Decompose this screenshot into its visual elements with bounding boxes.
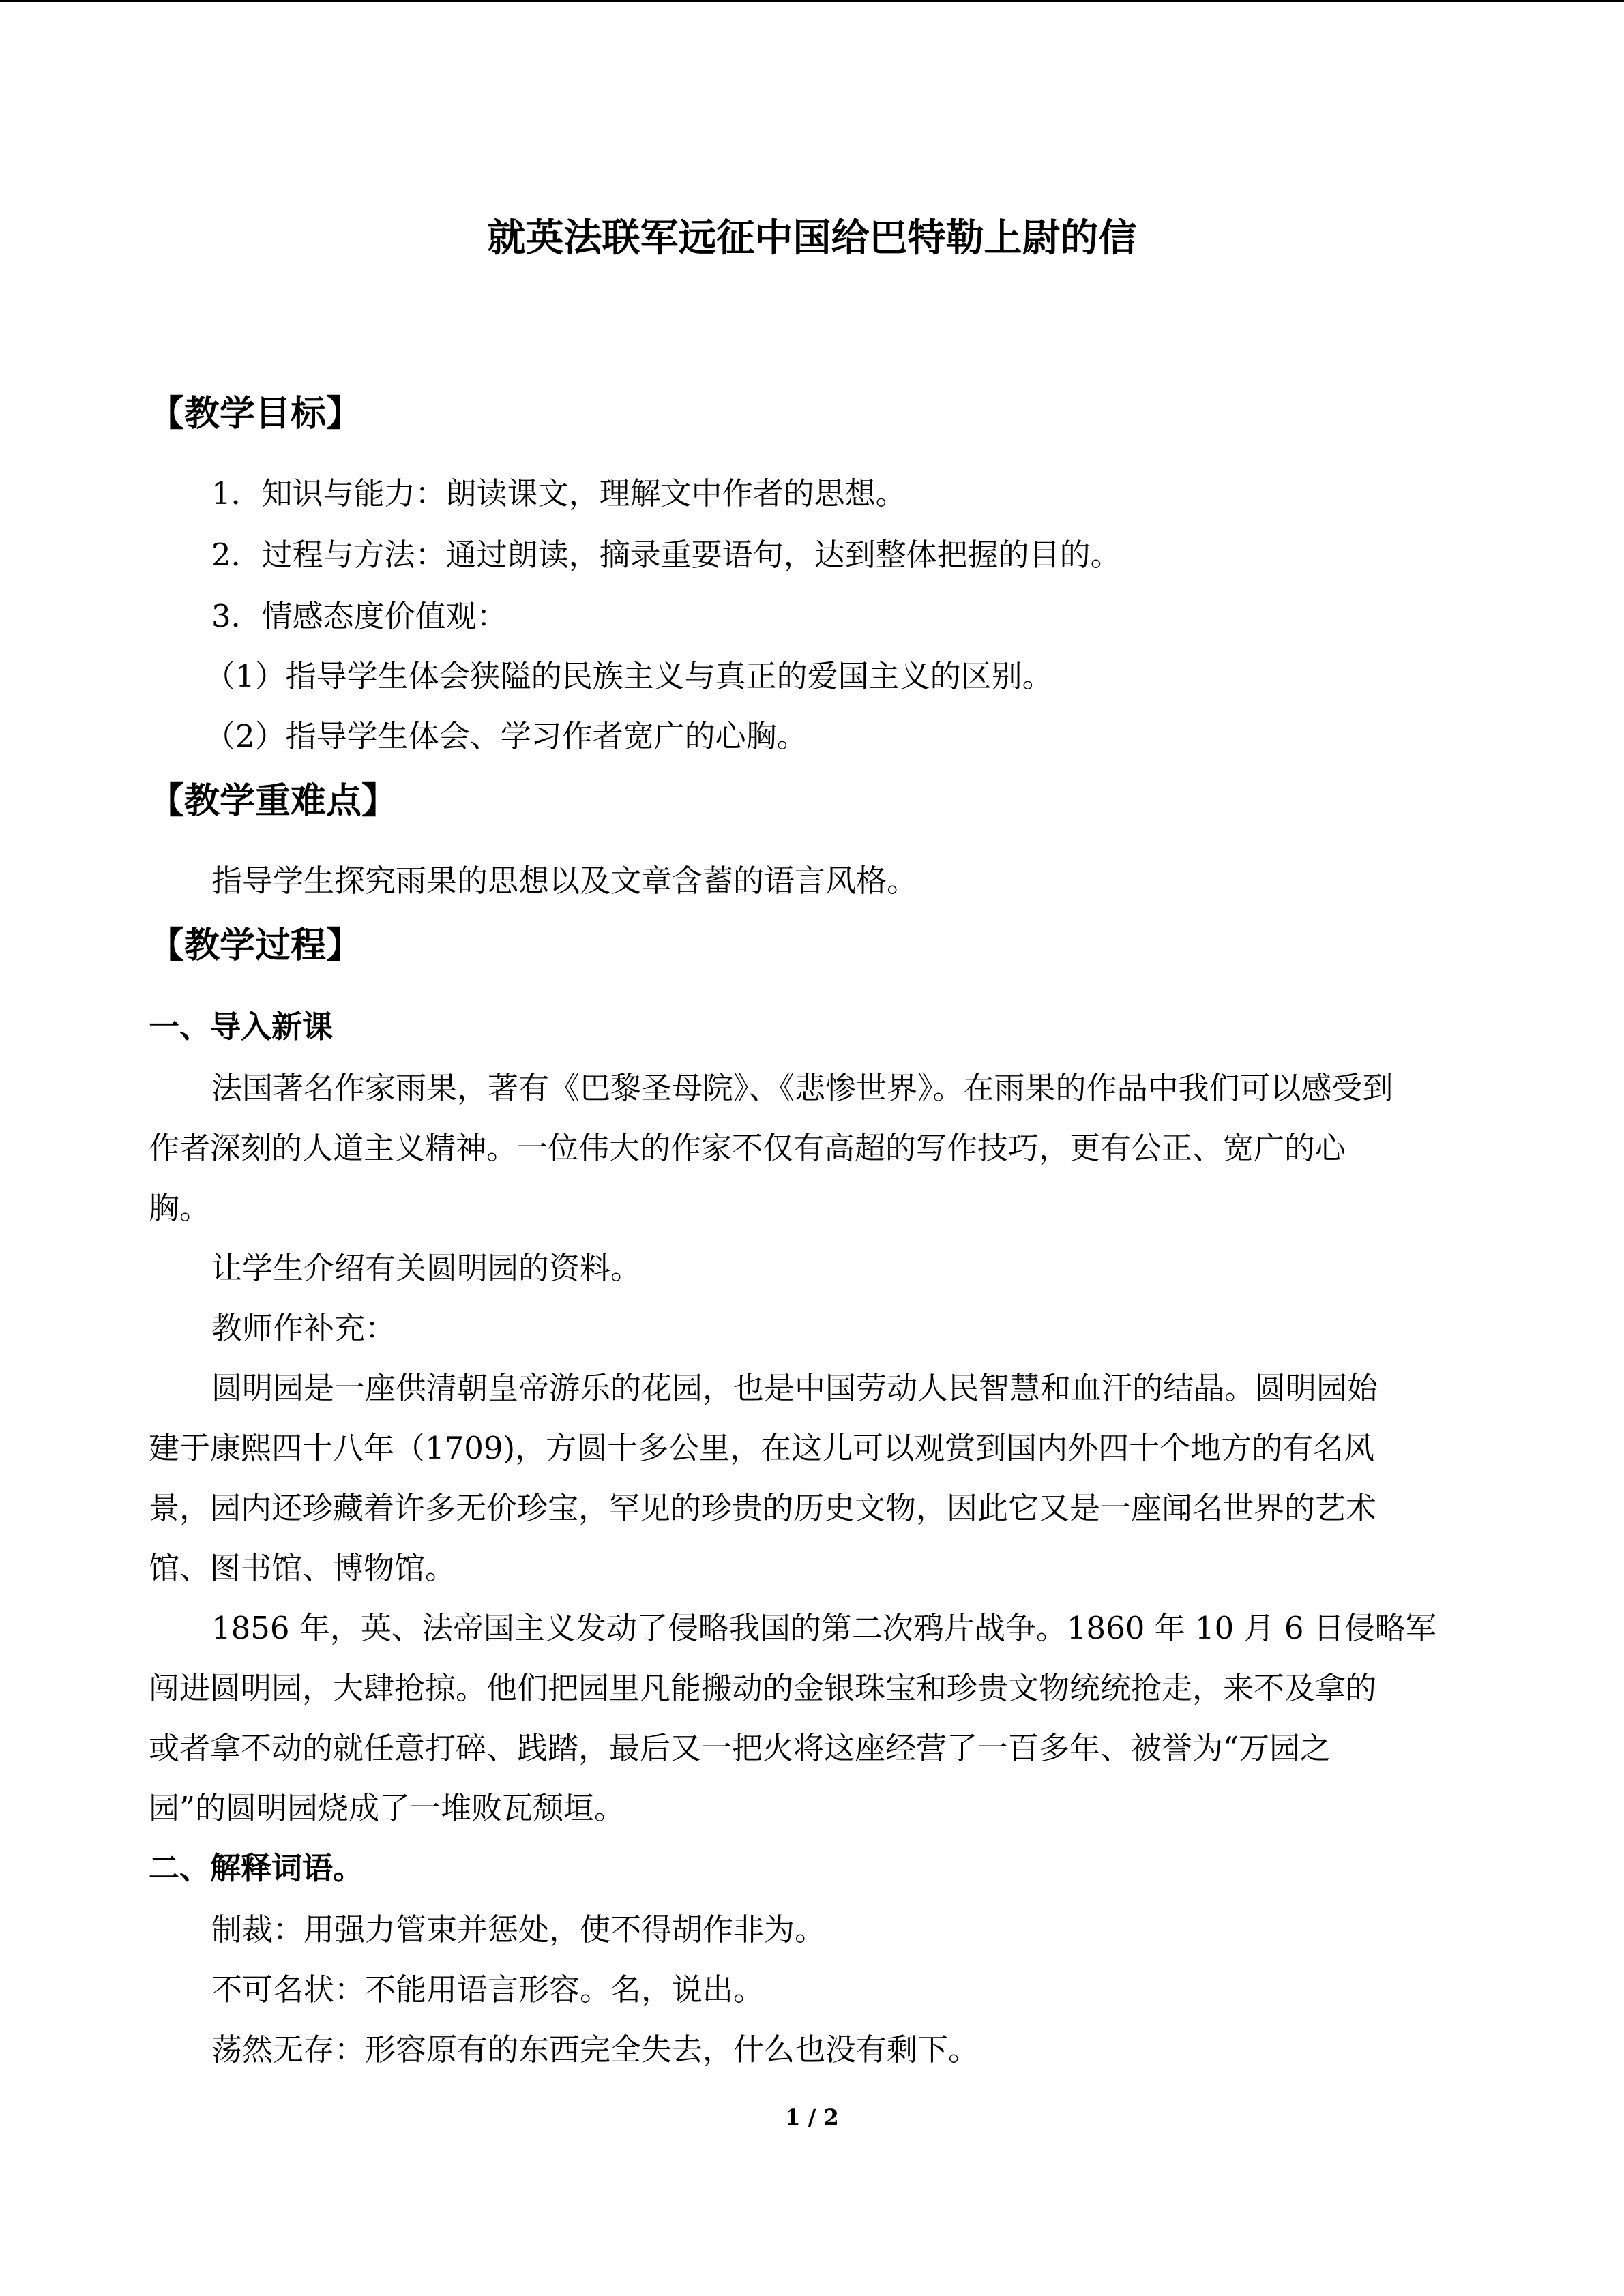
top-border-line: [0, 0, 1624, 2]
intro-p1-line-1: 法国著名作家雨果，著有《巴黎圣母院》、《悲惨世界》。在雨果的作品中我们可以感受到: [211, 1070, 1393, 1106]
intro-p5-line-2: 闯进圆明园，大肆抢掠。他们把园里凡能搬动的金银珠宝和珍贵文物统统抢走，来不及拿的: [149, 1670, 1377, 1706]
subheading-intro: 一、导入新课: [149, 1009, 334, 1045]
objective-item-1: 1．知识与能力：朗读课文，理解文中作者的思想。: [211, 475, 906, 511]
objective-item-3-1: （1）指导学生体会狭隘的民族主义与真正的爱国主义的区别。: [205, 658, 1053, 694]
heading-key-points: 【教学重难点】: [149, 781, 398, 822]
heading-objectives: 【教学目标】: [149, 393, 362, 434]
vocab-item-1: 制裁：用强力管束并惩处，使不得胡作非为。: [211, 1911, 826, 1948]
key-points-text: 指导学生探究雨果的思想以及文章含蓄的语言风格。: [211, 863, 918, 899]
intro-p4-line-2: 建于康熙四十八年（1709)，方圆十多公里，在这儿可以观赏到国内外四十个地方的有名风: [149, 1430, 1375, 1466]
intro-p5-line-1: 1856 年，英、法帝国主义发动了侵略我国的第二次鸦片战争。1860 年 10 月 6 日侵略军: [211, 1610, 1436, 1646]
page-number: 1 / 2: [785, 2104, 839, 2130]
intro-p1-line-2: 作者深刻的人道主义精神。一位伟大的作家不仅有高超的写作技巧，更有公正、宽广的心: [149, 1130, 1346, 1166]
intro-p5-line-4: 园”的圆明园烧成了一堆败瓦颓垣。: [149, 1790, 625, 1826]
intro-p2: 让学生介绍有关圆明园的资料。: [211, 1250, 642, 1286]
intro-p1-line-3: 胸。: [149, 1190, 211, 1226]
objective-item-2: 2．过程与方法：通过朗读，摘录重要语句，达到整体把握的目的。: [211, 537, 1121, 573]
intro-p4-line-1: 圆明园是一座供清朝皇帝游乐的花园，也是中国劳动人民智慧和血汗的结晶。圆明园始: [211, 1370, 1378, 1406]
intro-p5-line-3: 或者拿不动的就任意打碎、践踏，最后又一把火将这座经营了一百多年、被誉为“万园之: [149, 1730, 1331, 1766]
vocab-item-2: 不可名状：不能用语言形容。名，说出。: [211, 1971, 765, 2008]
objective-item-3-2: （2）指导学生体会、学习作者宽广的心胸。: [205, 718, 808, 754]
document-title: 就英法联军远征中国给巴特勒上尉的信: [487, 216, 1137, 260]
intro-p3: 教师作补充：: [211, 1310, 396, 1346]
intro-p4-line-3: 景，园内还珍藏着许多无价珍宝，罕见的珍贵的历史文物，因此它又是一座闻名世界的艺术: [149, 1490, 1377, 1526]
objective-item-3: 3．情感态度价值观：: [211, 598, 507, 634]
intro-p4-line-4: 馆、图书馆、博物馆。: [149, 1550, 456, 1586]
subheading-vocab: 二、解释词语。: [149, 1850, 364, 1886]
vocab-item-3: 荡然无存：形容原有的东西完全失去，什么也没有剩下。: [211, 2031, 979, 2068]
heading-process: 【教学过程】: [149, 925, 362, 966]
